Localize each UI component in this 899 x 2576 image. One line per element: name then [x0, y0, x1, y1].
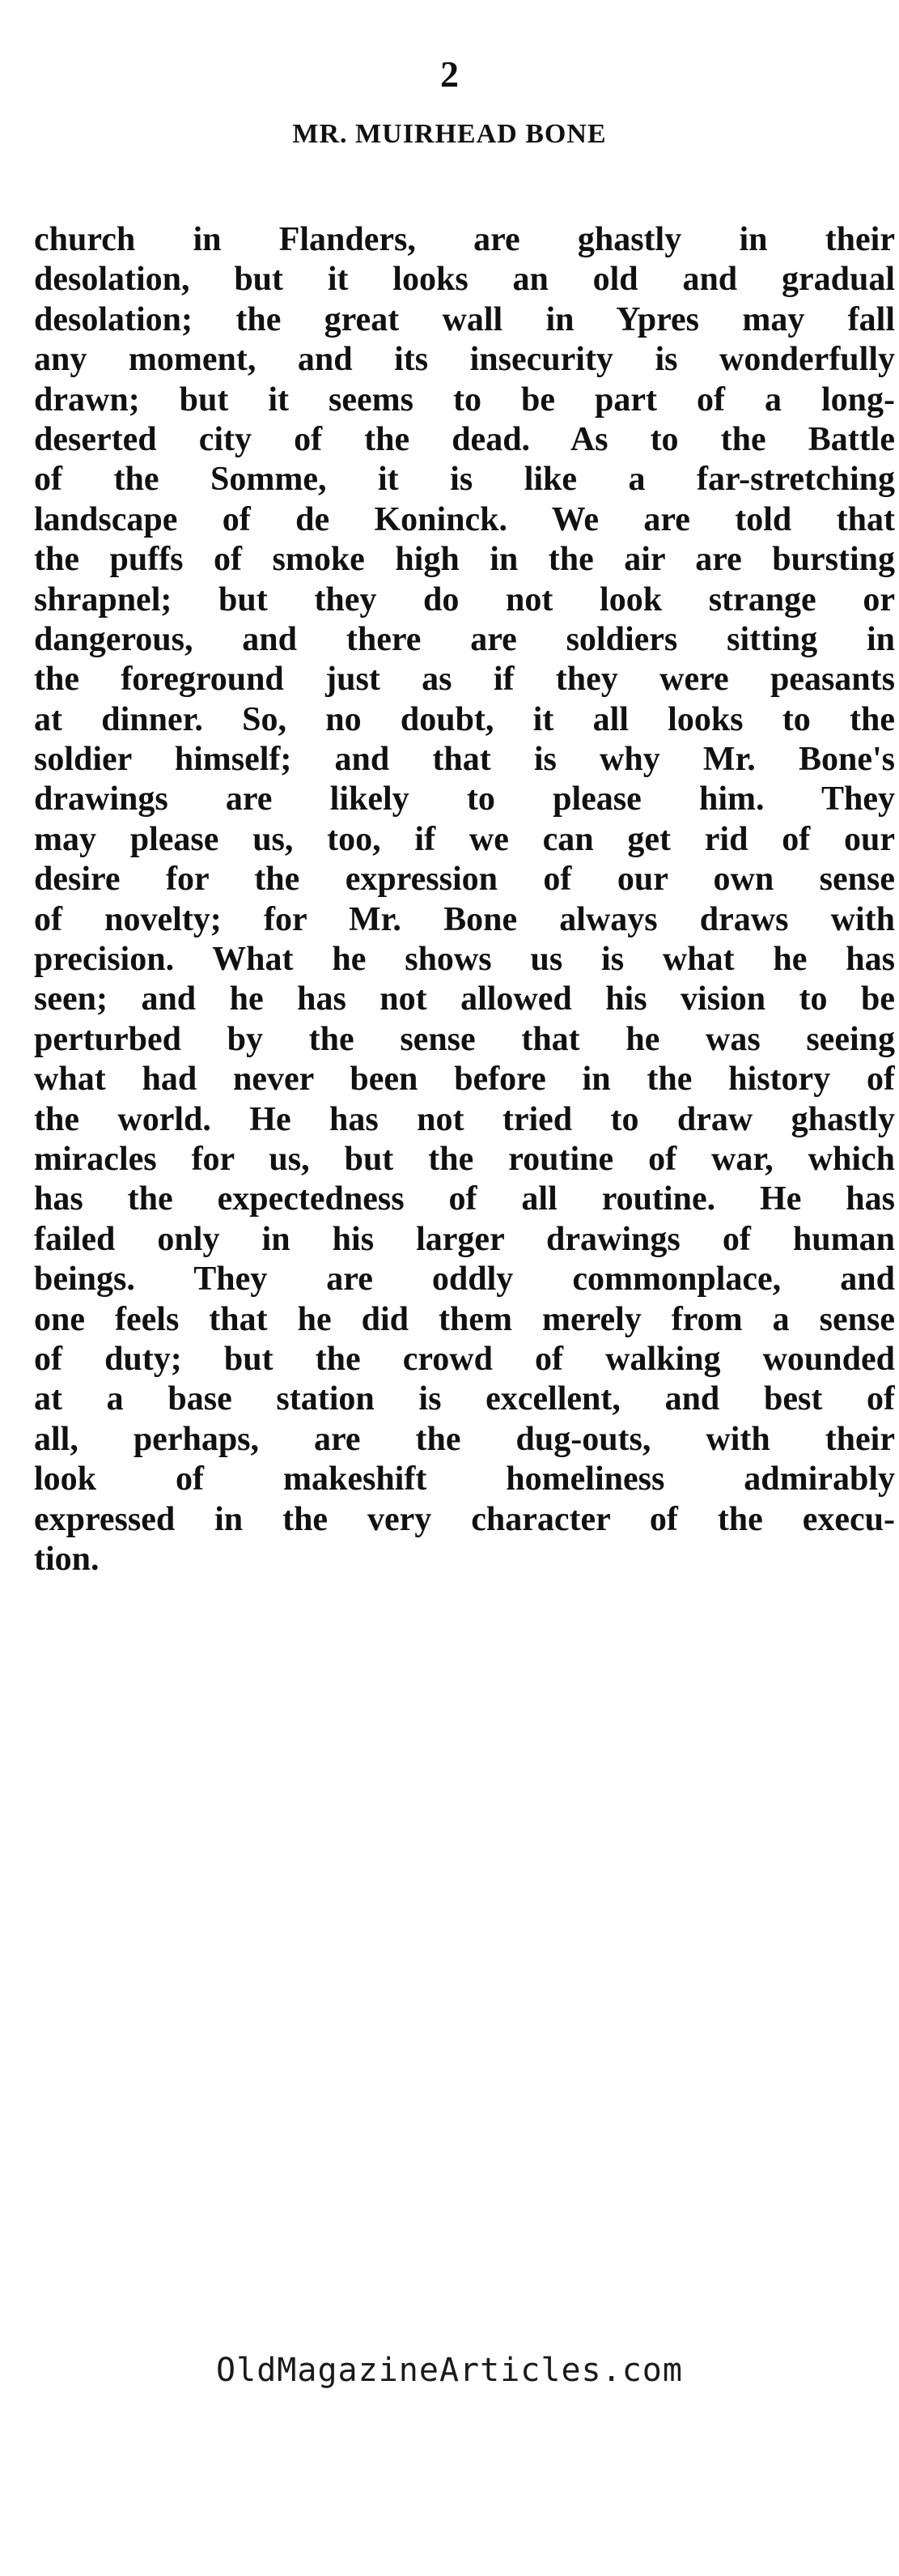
article-line: may please us, too, if we can get rid of our	[34, 820, 895, 858]
page-number: 2	[440, 53, 459, 95]
article-line: at dinner. So, no doubt, it all looks to the	[34, 700, 895, 738]
article-line: dangerous, and there are soldiers sitting in	[34, 620, 895, 658]
article-line: of the Somme, it is like a far-stretching	[34, 461, 895, 499]
article-line: tion.	[34, 1540, 100, 1578]
article-line: deserted city of the dead. As to the Battle	[34, 420, 895, 458]
article-line: soldier himself; and that is why Mr. Bone's	[34, 741, 895, 779]
article-line: drawn; but it seems to be part of a long-	[34, 380, 895, 419]
article-line: desolation, but it looks an old and gradual	[34, 261, 895, 299]
site-footer: OldMagazineArticles.com	[216, 2352, 683, 2389]
article-line: precision. What he shows us is what he has	[34, 941, 895, 979]
article-line: the world. He has not tried to draw ghastly	[34, 1100, 895, 1138]
article-line: at a base station is excellent, and best of	[34, 1380, 895, 1418]
article-line: shrapnel; but they do not look strange or	[34, 580, 895, 618]
article-line: desolation; the great wall in Ypres may fall	[34, 300, 895, 338]
article-line: miracles for us, but the routine of war, which	[34, 1140, 895, 1178]
article-line: perturbed by the sense that he was seeing	[34, 1020, 895, 1058]
article-line: all, perhaps, are the dug-outs, with their	[34, 1420, 895, 1458]
article-line: of duty; but the crowd of walking wounded	[34, 1340, 895, 1378]
article-line: drawings are likely to please him. They	[34, 780, 895, 818]
article-line: beings. They are oddly commonplace, and	[34, 1260, 895, 1299]
article-line: the puffs of smoke high in the air are bursting	[34, 541, 895, 579]
article-line: of novelty; for Mr. Bone always draws with	[34, 900, 895, 938]
article-line: what had never been before in the history of	[34, 1061, 895, 1099]
article-line: seen; and he has not allowed his vision to be	[34, 980, 895, 1018]
article-line: look of makeshift homeliness admirably	[34, 1460, 895, 1498]
article-line: expressed in the very character of the execu-	[34, 1500, 895, 1538]
article-line: church in Flanders, are ghastly in their	[34, 221, 895, 258]
article-line: the foreground just as if they were peasants	[34, 661, 895, 699]
article-line: has the expectedness of all routine. He has	[34, 1180, 895, 1218]
article-body	[34, 220, 895, 1579]
article-line: any moment, and its insecurity is wonderfully	[34, 341, 895, 379]
article-line: failed only in his larger drawings of human	[34, 1220, 895, 1258]
article-line: desire for the expression of our own sense	[34, 861, 895, 899]
article-line: landscape of de Koninck. We are told that	[34, 500, 895, 538]
article-line: one feels that he did them merely from a sense	[34, 1300, 895, 1338]
running-title: MR. MUIRHEAD BONE	[292, 119, 607, 149]
